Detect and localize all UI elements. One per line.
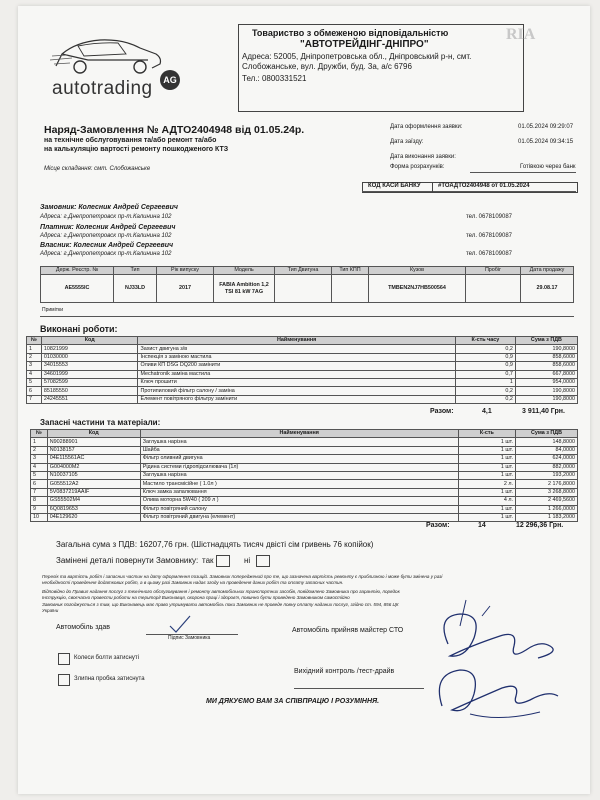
parts-cell-name: Фільтр повітряний двигуна (елемент) — [140, 513, 458, 521]
vehicle-header: Дата продажу — [521, 267, 574, 275]
parts-row — [31, 488, 578, 496]
works-cell-sum: 858,6000 — [515, 362, 577, 370]
works-cell-code: 34015553 — [41, 362, 138, 370]
plug-label: Злипна пробка затиснута — [74, 676, 145, 682]
parts-table — [30, 429, 578, 522]
parts-header: Сума з ПДВ — [516, 430, 578, 438]
works-cell-code: 85185550 — [41, 387, 138, 395]
parts-cell-name: Шайба — [140, 446, 458, 454]
works-cell-sum: 190,8000 — [515, 395, 577, 403]
client-sign-label: Підпис Замовника — [168, 635, 211, 641]
parts-row — [31, 513, 578, 521]
parts-cell-num: 2 — [31, 446, 48, 454]
works-total-qty: 4,1 — [482, 408, 492, 415]
parts-cell-qty: 1 шт. — [458, 463, 515, 471]
parts-cell-code: GS55502M4 — [47, 497, 140, 505]
works-cell-sum: 667,8000 — [515, 370, 577, 378]
owner-label: Власник: Колесник Андрей Сергеевич — [40, 242, 174, 249]
works-row — [27, 370, 578, 378]
parts-cell-code: 5V0837219AAIF — [47, 488, 140, 496]
parts-cell-code: N10037105 — [47, 471, 140, 479]
works-cell-code: 01030000 — [41, 353, 138, 361]
works-cell-qty: 0,9 — [455, 353, 515, 361]
works-header: Сума з ПДВ — [515, 337, 577, 345]
works-cell-qty: 0,2 — [455, 387, 515, 395]
parts-cell-sum: 2 469,5600 — [516, 497, 578, 505]
parts-cell-sum: 1 183,2000 — [516, 513, 578, 521]
parts-total-qty: 14 — [478, 522, 486, 529]
handwritten-signature-icon — [430, 596, 570, 726]
parts-cell-qty: 1 шт. — [458, 446, 515, 454]
parts-cell-sum: 3 268,8000 — [516, 488, 578, 496]
company-name: "АВТОТРЕЙДІНГ-ДНІПРО" — [300, 39, 429, 50]
meta-value-4: Готівкою через банк — [520, 164, 576, 170]
customer-label: Замовник: Колесник Андрей Сергеевич — [40, 204, 179, 211]
parts-cell-num: 7 — [31, 488, 48, 496]
brand-badge: AG — [160, 70, 180, 90]
works-cell-name: Захист двигуна з/в — [138, 345, 455, 353]
works-title: Виконані роботи: — [40, 324, 118, 334]
works-cell-sum: 954,0000 — [515, 378, 577, 386]
vehicle-year: 2017 — [157, 275, 214, 303]
company-address1: Адреса: 52005, Дніпропетровська обл., Дніпровський р-н, смт. — [242, 52, 472, 61]
company-address2: Слобожанське, вул. Дружби, буд. 3а, а/с 6796 — [242, 62, 412, 71]
parts-header: К-сть — [458, 430, 515, 438]
vehicle-header: Модель — [214, 267, 275, 275]
parts-header: Найменування — [140, 430, 458, 438]
checkmark-signature-icon — [168, 614, 192, 634]
meta-label-2: Дата заїзду: — [390, 139, 424, 145]
parts-cell-num: 8 — [31, 497, 48, 505]
vehicle-vin: TMBEN2NJ7HB500564 — [369, 275, 466, 303]
vehicle-plate: AE5555IC — [41, 275, 114, 303]
order-title: Наряд-Замовлення № АДТО2404948 від 01.05.24р. — [44, 124, 305, 136]
works-header: № — [27, 337, 42, 345]
works-cell-qty: 0,7 — [455, 370, 515, 378]
yes-label: так — [202, 556, 214, 565]
parts-cell-sum: 2 176,8000 — [516, 480, 578, 488]
works-cell-name: Ключ прошити — [138, 378, 455, 386]
works-row — [27, 353, 578, 361]
works-cell-name: Mechatronik заміна мастила — [138, 370, 455, 378]
watermark: RIA — [506, 26, 536, 43]
bolts-label: Колеси болти затиснуті — [74, 655, 139, 661]
works-cell-code: 24245551 — [41, 395, 138, 403]
works-table — [26, 336, 578, 404]
works-cell-sum: 858,6000 — [515, 353, 577, 361]
works-cell-sum: 190,8000 — [515, 345, 577, 353]
fine-print-line: Інструкцію, своєчасно провести роботи на території Виконавця, охорона праці і здоров'я, повинно бути проведено Замовником самостійно — [42, 595, 350, 600]
vehicle-sale-date: 29.08.17 — [521, 275, 574, 303]
parts-row — [31, 455, 578, 463]
works-cell-num: 2 — [27, 353, 42, 361]
notes-label: Примітки — [42, 307, 63, 313]
parts-cell-sum: 882,0000 — [516, 463, 578, 471]
works-cell-num: 1 — [27, 345, 42, 353]
works-header: Найменування — [138, 337, 455, 345]
place-label: Місце складання: смт. Слобожанське — [44, 166, 151, 172]
works-cell-name: Протипиловий фільтр салону / заміна — [138, 387, 455, 395]
parts-cell-code: 04E115561AC — [47, 455, 140, 463]
parts-cell-qty: 4 л. — [458, 497, 515, 505]
parts-cell-sum: 193,2000 — [516, 471, 578, 479]
parts-row — [31, 505, 578, 513]
cash-value: #ТОАДТО2404948 от 01.05.2024 — [438, 183, 530, 189]
parts-header: № — [31, 430, 48, 438]
cash-label: КОД КАСИ БАНКУ — [368, 183, 421, 189]
parts-cell-qty: 1 шт. — [458, 488, 515, 496]
parts-cell-name: Мастило трансмісійне ( 1.0л ) — [140, 480, 458, 488]
vehicle-header: Тип — [114, 267, 157, 275]
parts-cell-num: 4 — [31, 463, 48, 471]
meta-label-1: Дата оформлення заявки: — [390, 124, 463, 130]
no-label: ні — [244, 556, 251, 565]
meta-value-1: 01.05.2024 09:29:07 — [518, 124, 574, 130]
parts-cell-code: 04E129620 — [47, 513, 140, 521]
returned-label: Замінені деталі повернути Замовнику: — [56, 556, 199, 565]
works-cell-code: 34601999 — [41, 370, 138, 378]
parts-cell-name: Фільтр оливний двигуна — [140, 455, 458, 463]
parts-cell-num: 9 — [31, 505, 48, 513]
parts-row — [31, 446, 578, 454]
meta-label-3: Дата виконання заявки: — [390, 154, 456, 160]
parts-cell-num: 1 — [31, 438, 48, 446]
parts-cell-name: Фільтр повітряний салону — [140, 505, 458, 513]
parts-cell-sum: 148,8000 — [516, 438, 578, 446]
payer-phone: тел. 0678109087 — [466, 233, 513, 239]
fine-print-line: Перелік та вартість робіт і запасних частин на дату оформлення позицій. Замовник попереджений про те, що зазначена вартість ремонту є приблизною і може бути змінена у разі — [42, 574, 443, 579]
brand-name: autotrading — [52, 78, 153, 99]
parts-row — [31, 497, 578, 505]
vehicle-gearbox — [332, 275, 369, 303]
works-cell-num: 5 — [27, 378, 42, 386]
vehicle-model: FABIA Ambition 1,2 TSI 81 kW 7AG — [214, 275, 275, 303]
parts-cell-qty: 2 л. — [458, 480, 515, 488]
parts-total-label: Разом: — [426, 522, 450, 529]
parts-cell-qty: 1 шт. — [458, 505, 515, 513]
parts-cell-num: 6 — [31, 480, 48, 488]
car-received-label: Автомобіль прийняв майстер СТО — [292, 627, 404, 634]
customer-phone: тел. 0678109087 — [466, 214, 513, 220]
works-cell-name: Елемент повітряного фільтру замінити — [138, 395, 455, 403]
vehicle-header: Держ. Реєстр. № — [41, 267, 114, 275]
parts-cell-name: Олива моторна 5W40 ( 209 л ) — [140, 497, 458, 505]
bolts-checkbox[interactable] — [58, 653, 70, 665]
vehicle-header: Рік випуску — [157, 267, 214, 275]
parts-cell-qty: 1 шт. — [458, 471, 515, 479]
vehicle-header: Пробіг — [466, 267, 521, 275]
fine-print-line: Відповідно до Правил надання послуг з технічного обслуговування і ремонту автомобільних транспортних засобів, повідомлено Замовника про гарантію, порядок — [42, 589, 400, 594]
works-cell-sum: 190,8000 — [515, 387, 577, 395]
parts-cell-code: N90288901 — [47, 438, 140, 446]
control-label: Вихідний контроль /тест-драйв — [294, 668, 395, 675]
order-sub2: на калькуляцію вартості ремонту пошкодженого КТЗ — [44, 146, 229, 153]
order-sub1: на технічне обслуговування та/або ремонт та/або — [44, 137, 217, 144]
thanks-text: МИ ДЯКУЄМО ВАМ ЗА СПІВПРАЦЮ І РОЗУМІННЯ. — [206, 698, 380, 705]
meta-value-2: 01.05.2024 09:34:15 — [518, 139, 574, 145]
works-cell-qty: 1 — [455, 378, 515, 386]
works-row — [27, 395, 578, 403]
works-cell-qty: 0,2 — [455, 345, 515, 353]
works-row — [27, 362, 578, 370]
parts-header: Код — [47, 430, 140, 438]
vehicle-header: Тип КПП — [332, 267, 369, 275]
parts-cell-code: N0138157 — [47, 446, 140, 454]
works-total-sum: 3 911,40 Грн. — [522, 408, 565, 415]
parts-cell-sum: 84,0000 — [516, 446, 578, 454]
works-total-label: Разом: — [430, 408, 454, 415]
company-phone: Тел.: 0800331521 — [242, 74, 307, 83]
vehicle-mileage — [466, 275, 521, 303]
works-cell-num: 3 — [27, 362, 42, 370]
works-cell-name: Інспекція з заміною мастила — [138, 353, 455, 361]
meta-label-4: Форма розрахунків: — [390, 164, 445, 170]
works-cell-num: 7 — [27, 395, 42, 403]
payer-label: Платник: Колесник Андрей Сергеевич — [40, 224, 176, 231]
owner-phone: тел. 0678109087 — [466, 251, 513, 257]
total-text: Загальна сума з ПДВ: 16207,76 грн. (Шістнадцять тисяч двісті сім гривень 76 копійок) — [56, 540, 374, 549]
parts-row — [31, 471, 578, 479]
works-cell-code: 57082599 — [41, 378, 138, 386]
company-line1: Товариство з обмеженою відповідальністю — [252, 28, 449, 38]
vehicle-header: Кузов — [369, 267, 466, 275]
works-cell-num: 4 — [27, 370, 42, 378]
parts-cell-name: Заглушка нарізна — [140, 438, 458, 446]
fine-print-line: Замовник погоджується з тим, що Виконавець має право утримувати автомобіль поки Замовник не проведе повну оплату наданих послуг, згідно ст. 594, 856 ЦК — [42, 602, 399, 607]
works-cell-qty: 0,9 — [455, 362, 515, 370]
parts-title: Запасні частини та матеріали: — [40, 418, 161, 427]
parts-cell-num: 10 — [31, 513, 48, 521]
parts-row — [31, 463, 578, 471]
parts-cell-num: 5 — [31, 471, 48, 479]
parts-total-sum: 12 296,36 Грн. — [516, 522, 564, 529]
vehicle-type: NJ33LD — [114, 275, 157, 303]
parts-cell-num: 3 — [31, 455, 48, 463]
works-cell-code: 10821999 — [41, 345, 138, 353]
parts-cell-sum: 1 266,0000 — [516, 505, 578, 513]
plug-checkbox[interactable] — [58, 674, 70, 686]
vehicle-header: Тип Двигуна — [275, 267, 332, 275]
works-cell-num: 6 — [27, 387, 42, 395]
owner-address: Адреса: г.Днепропетровск пр-т.Калинина 102 — [40, 251, 172, 257]
parts-row — [31, 438, 578, 446]
parts-cell-qty: 1 шт. — [458, 455, 515, 463]
works-row — [27, 387, 578, 395]
works-cell-name: Оливи КП DSG DQ200 замінити — [138, 362, 455, 370]
parts-cell-name: Заглушка нарізна — [140, 471, 458, 479]
parts-cell-code: 6Q0819653 — [47, 505, 140, 513]
car-handed-label: Автомобіль здав — [56, 624, 110, 631]
parts-cell-sum: 624,0000 — [516, 455, 578, 463]
car-logo-icon — [48, 30, 168, 78]
payer-address: Адреса: г.Днепропетровск пр-т.Калинина 102 — [40, 233, 172, 239]
no-checkbox[interactable] — [256, 555, 270, 567]
vehicle-table — [40, 266, 574, 303]
yes-checkbox[interactable] — [216, 555, 230, 567]
fine-print-line: необхідності проведення додаткових робіт, а в цьому разі Замовник надає згоду на проведення даних робіт та оплату запасних частин. — [42, 580, 344, 585]
customer-address: Адреса: г.Днепропетровск пр-т.Калинина 102 — [40, 214, 172, 220]
parts-cell-name: Ключ замка запалювання — [140, 488, 458, 496]
fine-print-line: України — [42, 608, 59, 613]
vehicle-engine — [275, 275, 332, 303]
works-row — [27, 345, 578, 353]
works-header: К-сть часу — [455, 337, 515, 345]
works-header: Код — [41, 337, 138, 345]
parts-cell-qty: 1 шт. — [458, 513, 515, 521]
parts-cell-code: G055512A2 — [47, 480, 140, 488]
parts-cell-code: G004000M2 — [47, 463, 140, 471]
parts-cell-qty: 1 шт. — [458, 438, 515, 446]
parts-cell-name: Рідина системи гідропідсилювача (1л) — [140, 463, 458, 471]
works-cell-qty: 0,2 — [455, 395, 515, 403]
parts-row — [31, 480, 578, 488]
works-row — [27, 378, 578, 386]
